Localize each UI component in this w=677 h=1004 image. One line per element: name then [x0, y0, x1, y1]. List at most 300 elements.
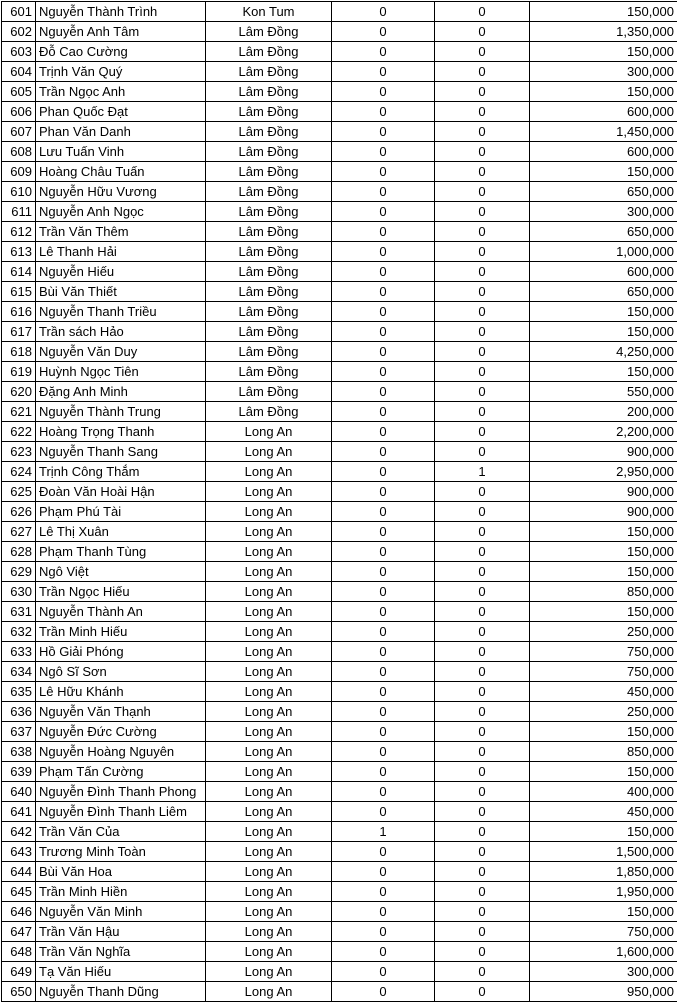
province-cell[interactable]: Long An [206, 902, 332, 922]
name-cell[interactable]: Nguyễn Thành An [36, 602, 206, 622]
count-b-cell[interactable]: 0 [435, 102, 530, 122]
count-a-cell[interactable]: 0 [332, 482, 435, 502]
amount-cell[interactable]: 250,000 [530, 702, 677, 722]
count-b-cell[interactable]: 0 [435, 822, 530, 842]
row-number-cell[interactable]: 606 [2, 102, 36, 122]
amount-cell[interactable]: 950,000 [530, 982, 677, 1002]
province-cell[interactable]: Long An [206, 502, 332, 522]
amount-cell[interactable]: 4,250,000 [530, 342, 677, 362]
row-number-cell[interactable]: 635 [2, 682, 36, 702]
count-b-cell[interactable]: 0 [435, 282, 530, 302]
row-number-cell[interactable]: 617 [2, 322, 36, 342]
amount-cell[interactable]: 600,000 [530, 102, 677, 122]
name-cell[interactable]: Nguyễn Đình Thanh Phong [36, 782, 206, 802]
count-a-cell[interactable]: 0 [332, 162, 435, 182]
amount-cell[interactable]: 900,000 [530, 482, 677, 502]
row-number-cell[interactable]: 647 [2, 922, 36, 942]
province-cell[interactable]: Lâm Đồng [206, 282, 332, 302]
count-a-cell[interactable]: 0 [332, 42, 435, 62]
count-b-cell[interactable]: 0 [435, 562, 530, 582]
province-cell[interactable]: Lâm Đồng [206, 22, 332, 42]
row-number-cell[interactable]: 605 [2, 82, 36, 102]
count-b-cell[interactable]: 0 [435, 782, 530, 802]
count-b-cell[interactable]: 0 [435, 402, 530, 422]
name-cell[interactable]: Đỗ Cao Cường [36, 42, 206, 62]
name-cell[interactable]: Hoàng Châu Tuấn [36, 162, 206, 182]
name-cell[interactable]: Trần Minh Hiền [36, 882, 206, 902]
row-number-cell[interactable]: 646 [2, 902, 36, 922]
count-b-cell[interactable]: 0 [435, 862, 530, 882]
province-cell[interactable]: Long An [206, 642, 332, 662]
name-cell[interactable]: Lê Thanh Hải [36, 242, 206, 262]
row-number-cell[interactable]: 615 [2, 282, 36, 302]
amount-cell[interactable]: 750,000 [530, 662, 677, 682]
count-a-cell[interactable]: 0 [332, 802, 435, 822]
count-a-cell[interactable]: 0 [332, 522, 435, 542]
count-b-cell[interactable]: 0 [435, 762, 530, 782]
row-number-cell[interactable]: 603 [2, 42, 36, 62]
province-cell[interactable]: Lâm Đồng [206, 162, 332, 182]
amount-cell[interactable]: 2,950,000 [530, 462, 677, 482]
row-number-cell[interactable]: 609 [2, 162, 36, 182]
count-a-cell[interactable]: 0 [332, 642, 435, 662]
province-cell[interactable]: Long An [206, 802, 332, 822]
amount-cell[interactable]: 150,000 [530, 602, 677, 622]
count-b-cell[interactable]: 0 [435, 302, 530, 322]
count-b-cell[interactable]: 0 [435, 942, 530, 962]
name-cell[interactable]: Phạm Thanh Tùng [36, 542, 206, 562]
amount-cell[interactable]: 150,000 [530, 562, 677, 582]
row-number-cell[interactable]: 602 [2, 22, 36, 42]
name-cell[interactable]: Lê Hữu Khánh [36, 682, 206, 702]
name-cell[interactable]: Ngô Việt [36, 562, 206, 582]
name-cell[interactable]: Bùi Văn Thiết [36, 282, 206, 302]
amount-cell[interactable]: 150,000 [530, 302, 677, 322]
province-cell[interactable]: Lâm Đồng [206, 122, 332, 142]
amount-cell[interactable]: 1,000,000 [530, 242, 677, 262]
province-cell[interactable]: Lâm Đồng [206, 382, 332, 402]
count-a-cell[interactable]: 0 [332, 462, 435, 482]
row-number-cell[interactable]: 631 [2, 602, 36, 622]
province-cell[interactable]: Lâm Đồng [206, 62, 332, 82]
amount-cell[interactable]: 150,000 [530, 542, 677, 562]
amount-cell[interactable]: 850,000 [530, 742, 677, 762]
amount-cell[interactable]: 850,000 [530, 582, 677, 602]
count-b-cell[interactable]: 0 [435, 602, 530, 622]
count-b-cell[interactable]: 0 [435, 682, 530, 702]
count-a-cell[interactable]: 0 [332, 342, 435, 362]
province-cell[interactable]: Lâm Đồng [206, 362, 332, 382]
row-number-cell[interactable]: 618 [2, 342, 36, 362]
amount-cell[interactable]: 1,350,000 [530, 22, 677, 42]
row-number-cell[interactable]: 637 [2, 722, 36, 742]
row-number-cell[interactable]: 644 [2, 862, 36, 882]
count-a-cell[interactable]: 0 [332, 262, 435, 282]
count-a-cell[interactable]: 0 [332, 142, 435, 162]
count-b-cell[interactable]: 0 [435, 882, 530, 902]
row-number-cell[interactable]: 629 [2, 562, 36, 582]
province-cell[interactable]: Lâm Đồng [206, 242, 332, 262]
count-b-cell[interactable]: 0 [435, 262, 530, 282]
province-cell[interactable]: Lâm Đồng [206, 342, 332, 362]
count-b-cell[interactable]: 0 [435, 982, 530, 1002]
count-a-cell[interactable]: 0 [332, 122, 435, 142]
amount-cell[interactable]: 2,200,000 [530, 422, 677, 442]
count-a-cell[interactable]: 0 [332, 22, 435, 42]
count-a-cell[interactable]: 0 [332, 302, 435, 322]
count-a-cell[interactable]: 0 [332, 442, 435, 462]
count-a-cell[interactable]: 0 [332, 842, 435, 862]
count-a-cell[interactable]: 0 [332, 242, 435, 262]
province-cell[interactable]: Lâm Đồng [206, 142, 332, 162]
row-number-cell[interactable]: 624 [2, 462, 36, 482]
province-cell[interactable]: Long An [206, 562, 332, 582]
row-number-cell[interactable]: 642 [2, 822, 36, 842]
province-cell[interactable]: Long An [206, 882, 332, 902]
count-b-cell[interactable]: 0 [435, 162, 530, 182]
province-cell[interactable]: Long An [206, 542, 332, 562]
count-b-cell[interactable]: 0 [435, 642, 530, 662]
amount-cell[interactable]: 300,000 [530, 62, 677, 82]
province-cell[interactable]: Long An [206, 762, 332, 782]
name-cell[interactable]: Tạ Văn Hiếu [36, 962, 206, 982]
name-cell[interactable]: Trần Văn Hậu [36, 922, 206, 942]
count-a-cell[interactable]: 0 [332, 502, 435, 522]
province-cell[interactable]: Lâm Đồng [206, 102, 332, 122]
count-b-cell[interactable]: 0 [435, 222, 530, 242]
count-a-cell[interactable]: 0 [332, 922, 435, 942]
province-cell[interactable]: Long An [206, 522, 332, 542]
amount-cell[interactable]: 650,000 [530, 282, 677, 302]
count-a-cell[interactable]: 0 [332, 602, 435, 622]
province-cell[interactable]: Lâm Đồng [206, 42, 332, 62]
province-cell[interactable]: Long An [206, 442, 332, 462]
amount-cell[interactable]: 150,000 [530, 2, 677, 22]
row-number-cell[interactable]: 649 [2, 962, 36, 982]
count-a-cell[interactable]: 0 [332, 902, 435, 922]
count-b-cell[interactable]: 0 [435, 242, 530, 262]
count-b-cell[interactable]: 0 [435, 482, 530, 502]
count-a-cell[interactable]: 0 [332, 222, 435, 242]
name-cell[interactable]: Hoàng Trọng Thanh [36, 422, 206, 442]
amount-cell[interactable]: 450,000 [530, 682, 677, 702]
count-a-cell[interactable]: 0 [332, 962, 435, 982]
row-number-cell[interactable]: 607 [2, 122, 36, 142]
amount-cell[interactable]: 650,000 [530, 182, 677, 202]
row-number-cell[interactable]: 604 [2, 62, 36, 82]
province-cell[interactable]: Long An [206, 582, 332, 602]
count-a-cell[interactable]: 0 [332, 2, 435, 22]
amount-cell[interactable]: 150,000 [530, 42, 677, 62]
name-cell[interactable]: Hồ Giải Phóng [36, 642, 206, 662]
amount-cell[interactable]: 150,000 [530, 762, 677, 782]
name-cell[interactable]: Nguyễn Thanh Triều [36, 302, 206, 322]
amount-cell[interactable]: 1,450,000 [530, 122, 677, 142]
row-number-cell[interactable]: 641 [2, 802, 36, 822]
amount-cell[interactable]: 150,000 [530, 722, 677, 742]
province-cell[interactable]: Long An [206, 702, 332, 722]
province-cell[interactable]: Lâm Đồng [206, 182, 332, 202]
amount-cell[interactable]: 450,000 [530, 802, 677, 822]
name-cell[interactable]: Phan Văn Danh [36, 122, 206, 142]
province-cell[interactable]: Long An [206, 982, 332, 1002]
count-b-cell[interactable]: 0 [435, 582, 530, 602]
name-cell[interactable]: Huỳnh Ngọc Tiên [36, 362, 206, 382]
name-cell[interactable]: Bùi Văn Hoa [36, 862, 206, 882]
province-cell[interactable]: Long An [206, 942, 332, 962]
province-cell[interactable]: Lâm Đồng [206, 222, 332, 242]
count-a-cell[interactable]: 0 [332, 402, 435, 422]
count-a-cell[interactable]: 0 [332, 362, 435, 382]
amount-cell[interactable]: 750,000 [530, 642, 677, 662]
count-a-cell[interactable]: 1 [332, 822, 435, 842]
name-cell[interactable]: Nguyễn Thanh Dũng [36, 982, 206, 1002]
count-b-cell[interactable]: 0 [435, 322, 530, 342]
count-b-cell[interactable]: 0 [435, 22, 530, 42]
row-number-cell[interactable]: 630 [2, 582, 36, 602]
row-number-cell[interactable]: 623 [2, 442, 36, 462]
province-cell[interactable]: Long An [206, 602, 332, 622]
name-cell[interactable]: Trịnh Công Thắm [36, 462, 206, 482]
name-cell[interactable]: Trịnh Văn Quý [36, 62, 206, 82]
count-a-cell[interactable]: 0 [332, 202, 435, 222]
province-cell[interactable]: Long An [206, 682, 332, 702]
row-number-cell[interactable]: 638 [2, 742, 36, 762]
count-b-cell[interactable]: 0 [435, 842, 530, 862]
count-b-cell[interactable]: 0 [435, 702, 530, 722]
name-cell[interactable]: Trần Ngọc Anh [36, 82, 206, 102]
count-a-cell[interactable]: 0 [332, 782, 435, 802]
count-a-cell[interactable]: 0 [332, 182, 435, 202]
count-b-cell[interactable]: 1 [435, 462, 530, 482]
name-cell[interactable]: Đoàn Văn Hoài Hận [36, 482, 206, 502]
row-number-cell[interactable]: 633 [2, 642, 36, 662]
count-a-cell[interactable]: 0 [332, 662, 435, 682]
amount-cell[interactable]: 150,000 [530, 162, 677, 182]
name-cell[interactable]: Nguyễn Văn Thạnh [36, 702, 206, 722]
count-a-cell[interactable]: 0 [332, 882, 435, 902]
amount-cell[interactable]: 300,000 [530, 962, 677, 982]
count-a-cell[interactable]: 0 [332, 742, 435, 762]
row-number-cell[interactable]: 632 [2, 622, 36, 642]
province-cell[interactable]: Long An [206, 822, 332, 842]
row-number-cell[interactable]: 612 [2, 222, 36, 242]
amount-cell[interactable]: 1,850,000 [530, 862, 677, 882]
name-cell[interactable]: Phạm Phú Tài [36, 502, 206, 522]
name-cell[interactable]: Nguyễn Văn Duy [36, 342, 206, 362]
name-cell[interactable]: Đặng Anh Minh [36, 382, 206, 402]
amount-cell[interactable]: 900,000 [530, 442, 677, 462]
province-cell[interactable]: Long An [206, 462, 332, 482]
amount-cell[interactable]: 900,000 [530, 502, 677, 522]
count-b-cell[interactable]: 0 [435, 362, 530, 382]
row-number-cell[interactable]: 625 [2, 482, 36, 502]
province-cell[interactable]: Long An [206, 842, 332, 862]
count-b-cell[interactable]: 0 [435, 122, 530, 142]
row-number-cell[interactable]: 614 [2, 262, 36, 282]
row-number-cell[interactable]: 648 [2, 942, 36, 962]
count-b-cell[interactable]: 0 [435, 622, 530, 642]
count-a-cell[interactable]: 0 [332, 762, 435, 782]
count-a-cell[interactable]: 0 [332, 62, 435, 82]
count-a-cell[interactable]: 0 [332, 562, 435, 582]
province-cell[interactable]: Kon Tum [206, 2, 332, 22]
count-b-cell[interactable]: 0 [435, 342, 530, 362]
amount-cell[interactable]: 550,000 [530, 382, 677, 402]
name-cell[interactable]: Nguyễn Thành Trung [36, 402, 206, 422]
count-a-cell[interactable]: 0 [332, 102, 435, 122]
count-b-cell[interactable]: 0 [435, 922, 530, 942]
name-cell[interactable]: Nguyễn Anh Ngọc [36, 202, 206, 222]
count-b-cell[interactable]: 0 [435, 722, 530, 742]
amount-cell[interactable]: 200,000 [530, 402, 677, 422]
amount-cell[interactable]: 300,000 [530, 202, 677, 222]
row-number-cell[interactable]: 643 [2, 842, 36, 862]
province-cell[interactable]: Long An [206, 782, 332, 802]
name-cell[interactable]: Lê Thị Xuân [36, 522, 206, 542]
count-a-cell[interactable]: 0 [332, 682, 435, 702]
count-b-cell[interactable]: 0 [435, 142, 530, 162]
count-b-cell[interactable]: 0 [435, 902, 530, 922]
count-b-cell[interactable]: 0 [435, 42, 530, 62]
count-a-cell[interactable]: 0 [332, 322, 435, 342]
amount-cell[interactable]: 150,000 [530, 362, 677, 382]
count-b-cell[interactable]: 0 [435, 382, 530, 402]
amount-cell[interactable]: 600,000 [530, 262, 677, 282]
row-number-cell[interactable]: 628 [2, 542, 36, 562]
count-a-cell[interactable]: 0 [332, 702, 435, 722]
row-number-cell[interactable]: 639 [2, 762, 36, 782]
name-cell[interactable]: Ngô Sĩ Sơn [36, 662, 206, 682]
row-number-cell[interactable]: 626 [2, 502, 36, 522]
province-cell[interactable]: Lâm Đồng [206, 82, 332, 102]
amount-cell[interactable]: 650,000 [530, 222, 677, 242]
row-number-cell[interactable]: 621 [2, 402, 36, 422]
name-cell[interactable]: Phạm Tấn Cường [36, 762, 206, 782]
count-b-cell[interactable]: 0 [435, 202, 530, 222]
count-b-cell[interactable]: 0 [435, 962, 530, 982]
amount-cell[interactable]: 150,000 [530, 82, 677, 102]
row-number-cell[interactable]: 645 [2, 882, 36, 902]
count-a-cell[interactable]: 0 [332, 422, 435, 442]
count-b-cell[interactable]: 0 [435, 62, 530, 82]
count-b-cell[interactable]: 0 [435, 182, 530, 202]
province-cell[interactable]: Long An [206, 922, 332, 942]
count-a-cell[interactable]: 0 [332, 942, 435, 962]
row-number-cell[interactable]: 634 [2, 662, 36, 682]
province-cell[interactable]: Long An [206, 482, 332, 502]
province-cell[interactable]: Long An [206, 722, 332, 742]
name-cell[interactable]: Trần sách Hảo [36, 322, 206, 342]
province-cell[interactable]: Lâm Đồng [206, 402, 332, 422]
amount-cell[interactable]: 150,000 [530, 522, 677, 542]
count-b-cell[interactable]: 0 [435, 422, 530, 442]
name-cell[interactable]: Nguyễn Đức Cường [36, 722, 206, 742]
name-cell[interactable]: Nguyễn Anh Tâm [36, 22, 206, 42]
amount-cell[interactable]: 600,000 [530, 142, 677, 162]
name-cell[interactable]: Phan Quốc Đạt [36, 102, 206, 122]
count-a-cell[interactable]: 0 [332, 582, 435, 602]
province-cell[interactable]: Long An [206, 962, 332, 982]
name-cell[interactable]: Trần Văn Của [36, 822, 206, 842]
amount-cell[interactable]: 750,000 [530, 922, 677, 942]
count-a-cell[interactable]: 0 [332, 862, 435, 882]
name-cell[interactable]: Nguyễn Văn Minh [36, 902, 206, 922]
count-b-cell[interactable]: 0 [435, 2, 530, 22]
amount-cell[interactable]: 1,600,000 [530, 942, 677, 962]
name-cell[interactable]: Lưu Tuấn Vinh [36, 142, 206, 162]
row-number-cell[interactable]: 627 [2, 522, 36, 542]
count-b-cell[interactable]: 0 [435, 502, 530, 522]
row-number-cell[interactable]: 610 [2, 182, 36, 202]
count-b-cell[interactable]: 0 [435, 742, 530, 762]
count-b-cell[interactable]: 0 [435, 82, 530, 102]
name-cell[interactable]: Trần Văn Thêm [36, 222, 206, 242]
row-number-cell[interactable]: 616 [2, 302, 36, 322]
name-cell[interactable]: Nguyễn Thanh Sang [36, 442, 206, 462]
name-cell[interactable]: Nguyễn Hiếu [36, 262, 206, 282]
province-cell[interactable]: Lâm Đồng [206, 202, 332, 222]
count-a-cell[interactable]: 0 [332, 82, 435, 102]
name-cell[interactable]: Trần Văn Nghĩa [36, 942, 206, 962]
amount-cell[interactable]: 400,000 [530, 782, 677, 802]
row-number-cell[interactable]: 650 [2, 982, 36, 1002]
name-cell[interactable]: Trương Minh Toàn [36, 842, 206, 862]
amount-cell[interactable]: 250,000 [530, 622, 677, 642]
count-b-cell[interactable]: 0 [435, 522, 530, 542]
name-cell[interactable]: Trần Ngọc Hiếu [36, 582, 206, 602]
province-cell[interactable]: Lâm Đồng [206, 302, 332, 322]
row-number-cell[interactable]: 622 [2, 422, 36, 442]
count-a-cell[interactable]: 0 [332, 722, 435, 742]
row-number-cell[interactable]: 640 [2, 782, 36, 802]
name-cell[interactable]: Trần Minh Hiếu [36, 622, 206, 642]
province-cell[interactable]: Lâm Đồng [206, 262, 332, 282]
amount-cell[interactable]: 150,000 [530, 822, 677, 842]
count-a-cell[interactable]: 0 [332, 542, 435, 562]
name-cell[interactable]: Nguyễn Đình Thanh Liêm [36, 802, 206, 822]
province-cell[interactable]: Long An [206, 622, 332, 642]
row-number-cell[interactable]: 636 [2, 702, 36, 722]
row-number-cell[interactable]: 613 [2, 242, 36, 262]
province-cell[interactable]: Long An [206, 662, 332, 682]
province-cell[interactable]: Lâm Đồng [206, 322, 332, 342]
row-number-cell[interactable]: 619 [2, 362, 36, 382]
amount-cell[interactable]: 150,000 [530, 322, 677, 342]
count-a-cell[interactable]: 0 [332, 982, 435, 1002]
amount-cell[interactable]: 1,500,000 [530, 842, 677, 862]
name-cell[interactable]: Nguyễn Thành Trình [36, 2, 206, 22]
count-a-cell[interactable]: 0 [332, 382, 435, 402]
row-number-cell[interactable]: 601 [2, 2, 36, 22]
row-number-cell[interactable]: 620 [2, 382, 36, 402]
name-cell[interactable]: Nguyễn Hoàng Nguyên [36, 742, 206, 762]
row-number-cell[interactable]: 608 [2, 142, 36, 162]
count-a-cell[interactable]: 0 [332, 622, 435, 642]
row-number-cell[interactable]: 611 [2, 202, 36, 222]
count-a-cell[interactable]: 0 [332, 282, 435, 302]
name-cell[interactable]: Nguyễn Hữu Vương [36, 182, 206, 202]
count-b-cell[interactable]: 0 [435, 542, 530, 562]
province-cell[interactable]: Long An [206, 422, 332, 442]
province-cell[interactable]: Long An [206, 742, 332, 762]
count-b-cell[interactable]: 0 [435, 802, 530, 822]
province-cell[interactable]: Long An [206, 862, 332, 882]
count-b-cell[interactable]: 0 [435, 662, 530, 682]
amount-cell[interactable]: 1,950,000 [530, 882, 677, 902]
count-b-cell[interactable]: 0 [435, 442, 530, 462]
amount-cell[interactable]: 150,000 [530, 902, 677, 922]
